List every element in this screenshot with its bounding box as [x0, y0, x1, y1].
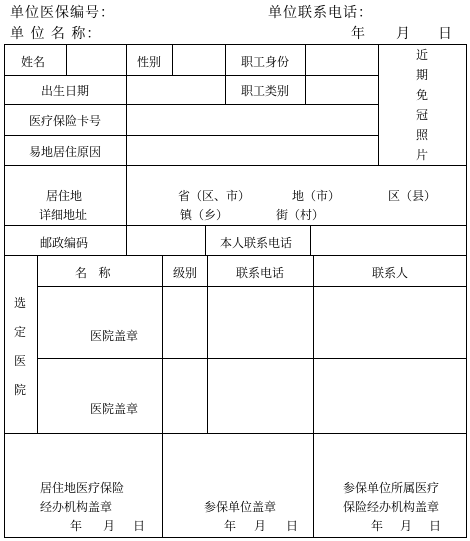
unit-insurance-code-label: 单位医保编号：	[10, 5, 115, 21]
column-contact-header: 联系人	[372, 266, 409, 280]
unit-contact-phone-label: 单位联系电话：	[268, 5, 373, 21]
photo-char: 免	[415, 88, 428, 102]
section-char: 医	[13, 354, 26, 368]
affiliated-agency-stamp-line2: 保险经办机构盖章	[343, 500, 440, 514]
relocation-reason-label: 易地居住原因	[29, 145, 102, 159]
footer-day: 日	[286, 519, 299, 533]
column-phone-header: 联系电话	[236, 266, 285, 280]
affiliated-agency-stamp-line1: 参保单位所属医疗	[343, 481, 440, 495]
name-label: 姓名	[21, 55, 46, 69]
footer-year: 年	[371, 519, 384, 533]
gender-label: 性别	[137, 55, 162, 69]
section-char: 定	[13, 325, 26, 339]
postal-code-label: 邮政编码	[40, 236, 89, 250]
footer-year: 年	[224, 519, 237, 533]
employee-type-label: 职工类别	[241, 84, 290, 98]
section-char: 院	[13, 383, 26, 397]
footer-month: 月	[400, 519, 413, 533]
photo-char: 片	[415, 148, 428, 162]
hospital-stamp-1: 医院盖章	[90, 329, 139, 343]
personal-phone-label: 本人联系电话	[220, 236, 293, 250]
header-date-year: 年	[351, 26, 366, 42]
residence-agency-stamp-line2: 经办机构盖章	[40, 500, 113, 514]
residence-label: 居住地	[46, 189, 83, 203]
city-label: 地（市）	[292, 189, 341, 203]
column-name-header: 名 称	[75, 266, 111, 280]
province-label: 省（区、市）	[178, 189, 251, 203]
birth-date-label: 出生日期	[41, 84, 90, 98]
residence-agency-stamp-line1: 居住地医疗保险	[40, 481, 125, 495]
photo-char: 照	[415, 128, 428, 142]
column-level-header: 级别	[173, 266, 198, 280]
header-date-month: 月	[396, 26, 411, 42]
photo-placeholder	[412, 48, 432, 168]
photo-char: 期	[415, 68, 428, 82]
section-char: 选	[13, 296, 26, 310]
footer-year: 年	[70, 519, 83, 533]
employee-id-label: 职工身份	[241, 55, 290, 69]
hospital-stamp-2: 医院盖章	[90, 402, 139, 416]
town-label: 镇（乡）	[180, 208, 229, 222]
footer-day: 日	[429, 519, 442, 533]
insurance-card-label: 医疗保险卡号	[29, 114, 102, 128]
unit-stamp: 参保单位盖章	[204, 500, 277, 514]
street-label: 街（村）	[276, 208, 325, 222]
unit-name-label: 单 位 名 称：	[10, 26, 102, 42]
selected-hospital-label	[10, 296, 30, 412]
footer-month: 月	[103, 519, 116, 533]
photo-char: 冠	[415, 108, 428, 122]
footer-day: 日	[133, 519, 146, 533]
footer-month: 月	[254, 519, 267, 533]
photo-char: 近	[415, 48, 428, 62]
header-date-day: 日	[438, 26, 453, 42]
detailed-address-label: 详细地址	[39, 208, 88, 222]
district-label: 区（县）	[388, 189, 437, 203]
